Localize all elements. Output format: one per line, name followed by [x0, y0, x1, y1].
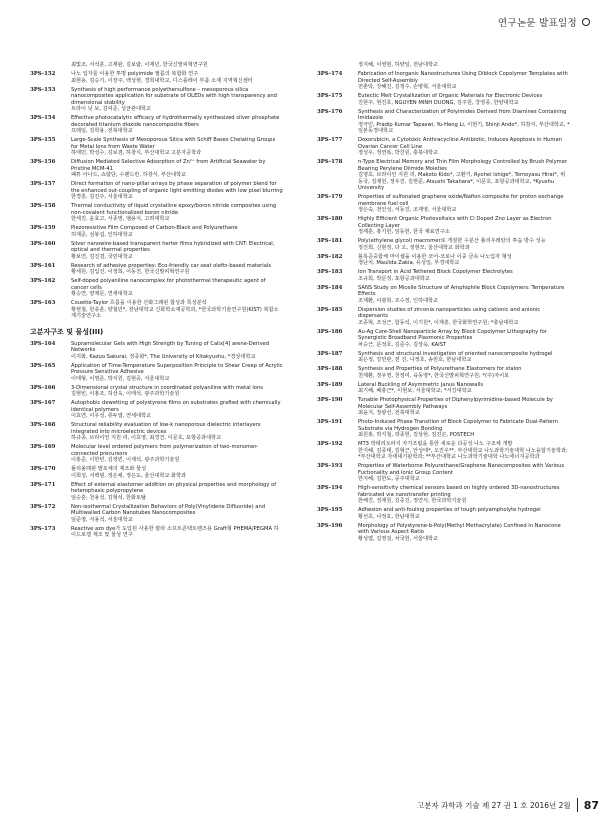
- entry-body: [71, 115, 283, 135]
- entry-code: 3PS-167: [30, 400, 56, 406]
- entry-code: 3PS-152: [30, 71, 56, 77]
- entry-authors: 최윤지, 장광선, 전북대학교: [358, 410, 420, 416]
- entry-authors: 최기혜, 배충근*, 이현보, 서울대학교; *서강대학교: [358, 388, 472, 394]
- entry-body: [358, 254, 570, 267]
- entry-code: 3PS-186: [317, 328, 343, 335]
- entry-code: 3PS-178: [317, 159, 343, 165]
- entry-body: [358, 62, 570, 69]
- entry-code: 3PS-184: [317, 284, 343, 291]
- entry-title: High-sensitivity chemical sensors based on highly ordered 3D-nanostructures fabricated via nanotransfer printing: [358, 485, 560, 498]
- program-entry: [317, 463, 570, 483]
- entry-title: 3-Dimensional crystal structure in coordinated polyaniline with metal ions: [71, 384, 263, 391]
- entry-title: Self-doped polyaniline nanocomplex for photothermal therapeutic agent of cancer cells: [71, 278, 266, 291]
- entry-code: 3PS-173: [30, 525, 56, 532]
- program-entry: [317, 216, 570, 236]
- entry-body: [71, 444, 283, 464]
- program-entry: [317, 351, 570, 364]
- entry-title: Fabrication of Inorganic Nanostructures Using Diblock Copolymer Templates with Directed Self-Assembly: [358, 71, 568, 84]
- entry-authors: 최현용, 김승기, 이장주, 백성현, 경희대학교, 디스플레이 부품 소재 지역혁신센터: [71, 77, 253, 84]
- entry-code: 3PS-170: [30, 466, 56, 472]
- entry-body: [71, 504, 283, 524]
- entry-title: Synthesis of high performance polyethersulfone – mesoporous silica nanocomposites application for substrate of OLEDs with high transparency and dimensional stability: [71, 86, 277, 106]
- program-entry: [317, 109, 570, 135]
- entry-body: [71, 422, 283, 442]
- entry-body: [358, 419, 570, 439]
- entry-code: 3PS-185: [317, 306, 343, 313]
- program-entry: [30, 363, 283, 383]
- entry-code: 3PS-174: [317, 71, 343, 77]
- entry-authors: 한경흥, 김진주, 서울대학교: [71, 194, 133, 200]
- entry-title: Thermal conductivity of liquid crystalline epoxy/boron nitride composites using non-covalent functionalized boron nitride: [71, 203, 277, 216]
- entry-title: Silver nanowire-based transparent herter films hybridized with CNT: Electrical, optical and thermal properties: [71, 240, 275, 253]
- entry-code: 3PS-194: [317, 485, 343, 491]
- entry-title: Doxorubicin, a Cytotoxic Anthracycline Antibiotic, Induces Apoptosis in Human Ovarian Cancer Cell Line: [358, 137, 562, 150]
- entry-code: 3PS-191: [317, 419, 343, 425]
- entry-code: 3PS-163: [30, 300, 56, 306]
- entry-body: [71, 62, 283, 69]
- entry-body: [358, 216, 570, 236]
- entry-body: [71, 203, 283, 223]
- program-entry: [30, 504, 283, 524]
- entry-body: [358, 71, 570, 91]
- program-entry: [30, 225, 283, 238]
- program-entry: [30, 241, 283, 261]
- entry-title: 나노 입자를 이용한 투명 polyimide 필름의 복합화 연구: [71, 71, 199, 77]
- left-entry-list: [30, 62, 283, 320]
- entry-title: Eutectic Melt Crystallization of Organic Materials for Electronic Devices: [358, 93, 543, 99]
- entry-authors: 이태형, 이영준, 박지원, 김현증, 서울대학교: [71, 375, 170, 382]
- entry-code: 3PS-154: [30, 115, 56, 121]
- entry-code: 3PS-162: [30, 278, 56, 284]
- entry-body: [358, 485, 570, 505]
- entry-authors: 정은숙, 전인성, 서동진, 조재영, 서울대학교: [358, 207, 457, 213]
- program-entry: [317, 159, 570, 192]
- entry-body: [71, 181, 283, 201]
- entry-title: SANS Study on Micelle Structure of Amphiphile Block Copolymers: Temperature Effects: [358, 284, 565, 297]
- entry-body: [71, 363, 283, 383]
- program-entry: [317, 329, 570, 349]
- program-entry: [317, 194, 570, 214]
- entry-code: 3PS-160: [30, 240, 56, 247]
- entry-title: n-Type Electrical Memory and Thin Film Morphology Controlled by Brush Polymer Bearing Perylene Diimide Moieties: [358, 159, 568, 172]
- entry-title: Direct formation of nano-pillar arrays by phase separation of polymer blend for the enhanced out-coupling of organic light emitting diodes with low pixel blurring: [71, 181, 283, 194]
- program-entry: [30, 526, 283, 539]
- entry-code: 3PS-179: [317, 194, 343, 200]
- entry-authors: 황보연, 김진겸, 국민대학교: [71, 253, 133, 260]
- entry-code: 3PS-196: [317, 522, 343, 529]
- right-entry-list: [317, 62, 570, 542]
- program-entry: [30, 263, 283, 276]
- entry-authors: 최은정, 강민관, 전 진, 나정호, 송헌호, 한남대학교: [358, 357, 472, 363]
- program-entry: [317, 419, 570, 439]
- program-entry: [30, 71, 283, 84]
- entry-authors: 한세진, 윤효고, 서종영, 엠용식, 고려대학교: [71, 216, 170, 222]
- program-entry: [317, 254, 570, 267]
- entry-title: Application of Time-Temperature Superposition Principle to Shear Creep of Acrylic Pressure Sensitive Adhesive: [71, 362, 283, 375]
- program-entry: [30, 159, 283, 179]
- entry-title: MT3 박테리오파지 자가조립을 통한 새로운 다공성 나노 구조체 개발: [358, 441, 513, 447]
- entry-title: Properties of sulfonated graphene oxide/Nafion composite for proton exchange membrane fuel cell: [358, 194, 564, 207]
- entry-title: Highly Efficient Organic Photovoltaics with Cl Doped Zno Layer as Electron Collecting Layer: [358, 216, 552, 229]
- entry-authors: 정지혜, 이영현, 하양일, 전남대학교: [358, 62, 439, 68]
- program-entry: [317, 238, 570, 251]
- entry-authors: 정진희, 신현정, 다 오, 정현모, 울산대학교 화학과: [358, 244, 470, 251]
- program-entry: [30, 422, 283, 442]
- program-entry: [30, 400, 283, 420]
- entry-code: 3PS-159: [30, 225, 56, 231]
- entry-authors: 허재준, 심봉섭, 인하대학교: [71, 231, 133, 238]
- program-entry: [30, 482, 283, 502]
- entry-body: [71, 263, 283, 276]
- entry-body: [358, 194, 570, 214]
- entry-code: 3PS-175: [317, 93, 343, 99]
- entry-body: [71, 71, 283, 84]
- entry-authors: 조종혁, 조성근, 함동석, 이기원*, 이재흥, 한국화학연구원; *충남대학교: [358, 319, 519, 326]
- program-entry: [317, 382, 570, 395]
- program-entry: [30, 87, 283, 113]
- entry-title: Morphology of Polystyrene-b-Poly(Methyl Methacrylate) Confined in Nanocone with Various Aspect Ratio: [358, 522, 561, 535]
- entry-code: 3PS-165: [30, 362, 56, 369]
- entry-title: Molecular level ordered polymers from polymerization of two-monomer-connected precursors: [71, 444, 259, 457]
- entry-code: 3PS-187: [317, 350, 343, 357]
- entry-code: 3PS-180: [317, 216, 343, 222]
- entry-title: Supramolecular Gels with High Strength by Tuning of Calix[4] arene-Derived Networks: [71, 340, 269, 353]
- entry-authors: 황현철, 한종훈, 양철민*, 전남대학교 신화학소재공학과, *한국과학기술연구원(KIST) 복합소재기술연구소: [71, 306, 279, 319]
- entry-title: Lateral Buckling of Asymmetric Janus Nanowalls: [358, 381, 484, 388]
- entry-title: Dispersion studies of zirconia nanoparticles using cationic and anionic dispersants: [358, 306, 541, 319]
- entry-title: Synthesis and Characterization of Polyimides Derived from Diamines Containing Imidazole: [358, 108, 567, 121]
- entry-authors: 한지혜, 김종태, 김형근, 안성태*, 오진우**, 부산대학교 나노과학기술대학 나노융합기술학과; *부산대학교 자세대기판학과; **부산대학교 나노과학기술대학 나노에너지공학과: [358, 447, 568, 460]
- entry-body: [358, 523, 570, 543]
- entry-title: Couette-Taylor 흐름을 이용한 산화그래핀 합성과 특성분석: [71, 300, 207, 306]
- program-entry: [317, 137, 570, 157]
- entry-title: Poly(ethylene glycol) macromer로 개질한 수분산 폴리우레탄의 투습 방수 성능: [358, 238, 546, 244]
- entry-code: 3PS-195: [317, 507, 343, 513]
- program-entry: [317, 523, 570, 543]
- entry-authors: 정극민, Pradip Kumar Tapaswi, Yu-Heng Li, 이현기, Shinji Ando*, 하창식, 부산대학교, *일본동경대학교: [358, 121, 570, 134]
- program-entry: [317, 71, 570, 91]
- entry-body: [71, 225, 283, 238]
- entry-authors: 프레임, 김학용, 전북대학교: [71, 128, 133, 134]
- entry-code: [317, 62, 358, 69]
- entry-authors: 황성엽, 김영걸, 차국헌, 서울대학교: [358, 535, 439, 542]
- entry-body: [358, 285, 570, 305]
- entry-title: Effective photocatalytic efficacy of hydrothermally synthesized silver phosphate decorated titanium dioxide nanocomposite fibers: [71, 115, 280, 128]
- program-entry: [317, 397, 570, 417]
- program-entry: [317, 307, 570, 327]
- entry-title: 폴리올레핀 발포체의 제조와 물성: [71, 466, 147, 472]
- entry-body: [71, 137, 283, 157]
- program-entry: [30, 300, 283, 320]
- program-entry: [317, 366, 570, 379]
- entry-code: 3PS-188: [317, 366, 343, 372]
- entry-code: 3PS-177: [317, 137, 343, 143]
- entry-title: Adhesion and anti-fouling properties of tough polyampholyte hydrogel: [358, 507, 541, 513]
- entry-title: Large-Scale Synthesis of Mesoporous Silica with Schiff Bases Chelating Groups for Metal Ions from Waste Water: [71, 137, 276, 150]
- entry-authors: 이홍준, 이한빈, 김정빈, 이재석, 광주과학기술원: [71, 457, 180, 463]
- entry-authors: 정성우, 정연복, 박찬원, 충북대학교: [358, 150, 439, 156]
- entry-code: 3PS-157: [30, 181, 56, 187]
- entry-authors: 패튜 아나드, 쇼람단, 수렌드란, 하창식, 부산대학교: [71, 172, 187, 178]
- entry-title: Piezoresistive Film Composed of Carbon-Black and Polyurethane: [71, 225, 238, 231]
- entry-code: [30, 62, 71, 69]
- entry-authors: 임승훈, 천용성, 김형석, 한화토탈: [71, 494, 147, 501]
- entry-body: [71, 241, 283, 261]
- entry-authors: 황선호, 나정호, 한남대학교: [358, 513, 420, 520]
- entry-authors: 정난치, Maulida Zakia, 유성일, 부경대학교: [358, 260, 460, 266]
- entry-body: [71, 526, 283, 539]
- program-entry: [317, 269, 570, 282]
- entry-code: 3PS-183: [317, 269, 343, 275]
- program-entry: [317, 285, 570, 305]
- entry-authors: 이지화, Kazuo Sakurai, 정종화*, The University of Kitakyushu, *경상대학교: [71, 353, 256, 360]
- program-entry: [30, 181, 283, 201]
- entry-authors: 황세원, 김입진, 이정희, 이동진, 한국신발피혁연구원: [71, 269, 190, 275]
- entry-title: Autophobic dewetting of polystyrene films on substrates grafted with chemically identical polymers: [71, 400, 281, 413]
- program-entry: [317, 485, 570, 505]
- footer-divider: [577, 798, 578, 812]
- entry-code: 3PS-190: [317, 397, 343, 403]
- entry-body: [358, 366, 570, 379]
- header-title: 연구논문 발표일정: [497, 18, 577, 29]
- circle-bullet-icon: [582, 18, 590, 26]
- entry-body: [71, 385, 283, 398]
- entry-code: 3PS-181: [317, 238, 343, 244]
- left-column: [30, 62, 283, 541]
- entry-body: [71, 466, 283, 479]
- entry-title: Synthesis and structural investigation of oriented nanocomposite hydrogel: [358, 350, 553, 357]
- page-header: [498, 15, 590, 29]
- entry-authors: 조규희, 박문정, 포항공과대학교: [358, 275, 430, 282]
- program-entry: [30, 62, 283, 69]
- entry-authors: 김영호, 브라이언 지원 리, Makoto Kido*, 고환기, Ryohei Ishige*, Tomoyasu Hirai*, 위동국, 김제헌, 정우진, 김현준, Atsushi Takahara*, 이문호, 포항공과대학교, *Kyushu University: [358, 172, 566, 191]
- entry-code: 3PS-166: [30, 384, 56, 391]
- entry-title: Tunable Photophysical Properties of Diphenylpyrimidine-based Molecule by Molecular Self-Assembly Pathways: [358, 397, 553, 410]
- entry-authors: 최빛조, 서석훈, 고재완, 김보람, 이재년, 한국신발피혁연구원: [71, 62, 208, 68]
- program-entry: [30, 115, 283, 135]
- entry-body: [71, 300, 283, 320]
- entry-body: [71, 87, 283, 113]
- entry-authors: 임준영, 서용석, 서울대학교: [71, 516, 133, 523]
- entry-authors: 이희성, 서백범, 정은채, 정은도, 울산대학교 화학과: [71, 472, 187, 479]
- entry-title: Ion Transport in Acid Tethered Block Copolymer Electrolytes: [358, 269, 513, 275]
- entry-code: 3PS-172: [30, 503, 56, 510]
- entry-body: [71, 482, 283, 502]
- program-entry: [30, 385, 283, 398]
- entry-body: [358, 351, 570, 364]
- entry-authors: 조재환, 이광희, 조수정, 인하대학교: [358, 297, 439, 304]
- entry-code: 3PS-155: [30, 137, 56, 143]
- entry-code: 3PS-168: [30, 422, 56, 428]
- entry-authors: 김현빈, 이홍조, 허상욱, 이태석, 광주과학기술원: [71, 391, 180, 397]
- entry-authors: 이효연, 이우성, 류두열, 연세대학교: [71, 413, 152, 419]
- entry-body: [358, 382, 570, 395]
- entry-body: [358, 137, 570, 157]
- program-entry: [317, 93, 570, 106]
- entry-body: [358, 463, 570, 483]
- entry-authors: 한해진, 정재원, 김종진, 정연식, 한국과학기술원: [358, 498, 467, 504]
- entry-authors: 한지혜, 김한도, 공주대학교: [358, 476, 420, 482]
- entry-authors: 천제환, 정우영, 천정미, 육동영*, 한국신발피혁연구원; *(주)자이로: [358, 372, 510, 379]
- entry-code: 3PS-161: [30, 262, 56, 269]
- page-number: 87: [583, 798, 599, 812]
- entry-title: Properties of Waterborne Polyurethane/Graphene Nanocomposites with Various Fuctionality and Ionic Group Content: [358, 463, 565, 476]
- entry-body: [358, 397, 570, 417]
- section-entry-list: [30, 341, 283, 539]
- entry-authors: 하태민, 박성수, 김보겸, 하창식, 부산대학교 고분자공학과: [71, 150, 202, 156]
- entry-body: [358, 93, 570, 106]
- entry-authors: 진현주, 현진호, NGUYEN MINH DUONG, 김주원, 강영종, 한양대학교: [358, 99, 519, 106]
- entry-body: [358, 159, 570, 192]
- entry-body: [358, 329, 570, 349]
- entry-body: [358, 269, 570, 282]
- entry-code: 3PS-169: [30, 444, 56, 450]
- entry-authors: 정재훈, 홍기헌, 임동헌, 한국 재료연구소: [358, 229, 450, 235]
- entry-code: 3PS-153: [30, 86, 56, 93]
- entry-body: [71, 278, 283, 298]
- entry-body: [71, 159, 283, 179]
- entry-title: Effect of external elastomer addition on physical properties and morphology of heterophasic polypropylene: [71, 481, 277, 494]
- entry-body: [358, 441, 570, 461]
- entry-body: [71, 341, 283, 361]
- program-entry: [30, 444, 283, 464]
- entry-authors: 트라이 닛 보, 김덕준, 성균관대학교: [71, 106, 152, 112]
- entry-body: [71, 400, 283, 420]
- entry-title: Research of adhesive properties: Eco-friendly car seat olefin-based materials: [71, 262, 272, 269]
- entry-code: 3PS-192: [317, 441, 343, 447]
- entry-title: Diffusion Mediated Selective Adsorption of Zn²⁺ from Artificial Seawater by Pristine MCM-41: [71, 159, 266, 172]
- entry-code: 3PS-164: [30, 340, 56, 347]
- entry-authors: 황승연, 양재문, 연세대학교: [71, 291, 133, 297]
- entry-title: Reactive azo dye가 도입된 사용한 칼라 소프트콘택트렌즈용 Graft형 PHEMA/PEGMA 하이드로겔 제조 및 물성 연구: [71, 525, 279, 538]
- program-entry: [30, 278, 283, 298]
- entry-code: 3PS-171: [30, 481, 56, 488]
- program-entry: [317, 507, 570, 520]
- right-column: [317, 62, 570, 545]
- program-entry: [317, 62, 570, 69]
- entry-authors: 전춘탁, 강혜진, 김정수, 손병혁, 서울대학교: [358, 84, 457, 90]
- program-entry: [317, 441, 570, 461]
- entry-title: Non-isothermal Crystallization Behaviors of Poly(Vinylidene Difluoride) and Multiwalled Carbon Nanotubes Nanocomposites: [71, 503, 266, 516]
- entry-body: [358, 109, 570, 135]
- program-entry: [30, 137, 283, 157]
- entry-code: 3PS-193: [317, 463, 343, 469]
- program-entry: [30, 341, 283, 361]
- entry-title: Photo-Induced Phase Transition of Block Copolymer to Fabricate Dual-Pattern Substrate via Hydrogen Bonding: [358, 419, 558, 432]
- entry-code: 3PS-189: [317, 381, 343, 388]
- entry-title: Structural reliability evaluation of low-k nanoporous dielectric interlayers integrated into microelectric devices: [71, 422, 261, 435]
- entry-title: 블록공중합체 마이셀을 이용한 코어-코로나 이중 금속 나노입자 형성: [358, 253, 512, 260]
- entry-code: 3PS-158: [30, 203, 56, 209]
- entry-code: 3PS-182: [317, 253, 343, 260]
- section-title: 고분자구조 및 물성(III): [30, 327, 104, 336]
- entry-title: Synthesis and Properties of Polyurethane Elastomers for stalon: [358, 366, 522, 372]
- entry-body: [358, 507, 570, 520]
- program-entry: [30, 203, 283, 223]
- entry-authors: 차승근, 문정호, 김준수, 김상욱, KAIST: [358, 341, 447, 348]
- entry-authors: 하규종, 브라이언 지원 리, 이효영, 최경건, 이문호, 포항공과대학교: [71, 435, 222, 441]
- entry-code: 3PS-176: [317, 108, 343, 115]
- entry-body: [358, 238, 570, 251]
- journal-info: 고분자 과학과 기술 제 27 권 1 호 2016년 2월: [416, 800, 571, 810]
- entry-body: [358, 307, 570, 327]
- program-entry: [30, 466, 283, 479]
- entry-code: 3PS-156: [30, 159, 56, 165]
- entry-authors: 최원홍, 박지철, 곽종헌, 김상현, 김진곤, POSTECH: [358, 432, 475, 438]
- entry-title: Au-Ag Core-Shell Nanoparticle Array by Block Copolymer Lithography for Synergistic Broadband Plasmonic Properties: [358, 328, 547, 341]
- page-footer: [417, 798, 599, 812]
